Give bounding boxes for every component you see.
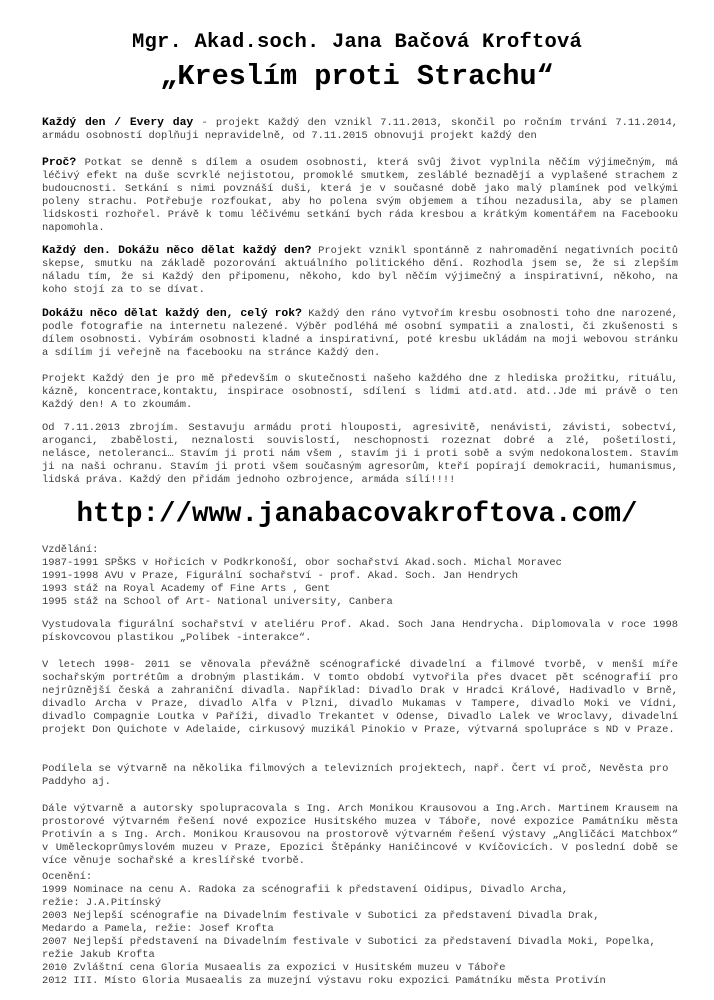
intro-paragraph	[42, 373, 678, 412]
author-name: Mgr. Akad.soch. Jana Bačová Kroftová	[131, 31, 583, 54]
intro-paragraph	[42, 422, 678, 487]
bio-paragraph: Vystudovala figurální sochařství v ateliéru Prof. Akad. Soch Jana Hendrycha. Diplomovala v roce 1998 pískovcovou plastikou „Polibek -interakce“.	[42, 619, 678, 644]
award-line: 2007 Nejlepší představení na Divadelním festivale v Subotici za představení Divadla Moki, Popelka,	[42, 936, 656, 948]
award-line: režie: J.A.Pitínský	[42, 897, 162, 909]
award-line: Medardo a Pamela, režie: Josef Krofta	[42, 923, 274, 935]
paragraph-lead: Každý den / Every day	[42, 117, 194, 129]
paragraph-text: Každý den ráno vytvořím kresbu osobnosti toho dne narozené, podle fotografie na internetu nalezené. Výběr podléhá mé osobní sympatii a znalosti, či zkušenosti s dílem osobnosti. Vybírám osobnosti kladné a inspirativní, poté kresbu ukládám na moji webovou stránku a sdílím ji veřejně na facebooku na stránce Každý den.	[42, 308, 679, 359]
intro-paragraph	[42, 245, 678, 297]
paragraph-lead: Proč?	[42, 157, 77, 169]
award-line: 2012 III. Místo Gloria Musaealis za muzejní výstavu roku expozici Památníku města Protivín	[42, 975, 606, 987]
bio-paragraph: Podílela se výtvarně na několika filmových a televizních projektech, např. Čert ví proč, Nevěsta pro Paddyho aj.	[42, 763, 669, 788]
website-url[interactable]: http://www.janabacovakroftova.com/	[76, 499, 638, 530]
education-heading: Vzdělání:	[42, 544, 99, 556]
education-line: 1987-1991 SPŠKS v Hořicích v Podkrkonoší, obor sochařství Akad.soch. Michal Moravec	[42, 557, 562, 569]
award-line: 2003 Nejlepší scénografie na Divadelním festivale v Subotici za představení Divadla Drak,	[42, 910, 600, 922]
education-line: 1991-1998 AVU v Praze, Figurální sochařství - prof. Akad. Soch. Jan Hendrych	[42, 570, 519, 582]
intro-paragraph	[42, 157, 678, 235]
intro-paragraph	[42, 117, 678, 143]
paragraph-lead: Každý den. Dokážu něco dělat každý den?	[42, 245, 312, 257]
award-line: 2010 Zvláštní cena Gloria Musaealis za expozici v Husitském muzeu v Táboře	[42, 962, 506, 974]
intro-paragraph	[42, 308, 678, 360]
award-line: režie Jakub Krofta	[42, 949, 155, 961]
paragraph-text: Projekt Každý den je pro mě především o skutečnosti našeho každého dne z hlediska prožitku, rituálu, kázně, koncentrace,kontaktu, inspirace osobností, sdílení s lidmi atd.atd. atd..Jde mi právě o ten Každý den! A to zkoumám.	[42, 373, 678, 411]
education-line: 1995 stáž na School of Art- National university, Canbera	[42, 596, 393, 608]
paragraph-text: Potkat se denně s dílem a osudem osobnosti, která svůj život vyplnila něčím výjimečným, má léčivý efekt na duše scvrklé nejistotou, promoklé smutkem, zesláblé beznadějí a vyplašené strachem z budoucnosti. Setkání s nimi povznáší duši, která je v současné době jako malý plamínek pod velkými poleny strachu. Potřebuje rozfoukat, aby ho polena svým objemem a tíhou nezadusila, aby se plamen lidskosti rozhořel. Právě k tomu léčivému setkání bych ráda kresbou a krátkým komentářem na Facebooku napomohla.	[42, 157, 678, 234]
education-section	[42, 544, 678, 609]
bio-paragraph: V letech 1998- 2011 se věnovala převážně scénografické divadelní a filmové tvorbě, v menší míře sochařským portrétům a drobným plastikám. V tomto období vytvořila přes dvacet pět scénografií pro nejrůznější česká a zahraniční divadla. Například: Divadlo Drak v Hradci Králové, Hadivadlo v Brně, divadlo Archa v Praze, divadlo Alfa v Plzni, divadlo Mukamas v Tampere, divadlo Moki ve Vídni, divadlo Compagnie Loutka v Paříži, divadlo Trekantet v Odense, Divadlo Lalek ve Wroclavy, divadelní projekt Don Quichote v Adelaide, cirkusový muzikál Pinokio v Praze, výtvarná spolupráce s ND v Praze.	[42, 659, 678, 736]
awards-heading: Ocenění:	[42, 871, 93, 883]
award-line: 1999 Nominace na cenu A. Radoka za scénografii k představení Oidipus, Divadlo Archa,	[42, 884, 569, 896]
education-line: 1993 stáž na Royal Academy of Fine Arts , Gent	[42, 583, 331, 595]
document-title: „Kreslím proti Strachu“	[160, 60, 554, 93]
paragraph-lead: Dokážu něco dělat každý den, celý rok?	[42, 308, 302, 320]
bio-paragraph: Dále výtvarně a autorsky spolupracovala s Ing. Arch Monikou Krausovou a Ing.Arch. Martinem Krausem na prostorové výtvarném řešení nové expozice Husitského muzea v Táboře, nové expozice Památníku města Protivín a s Ing. Arch. Monikou Krausovou na prostorově výtvarném řešení výstavy „Angličáci Matchbox“ v Uměleckoprůmyslovém muzeu v Praze, Epozici Štěpánky Haničincové v Kvíčovicích. V poslední době se více věnuje sochařské a kreslířské tvorbě.	[42, 803, 678, 867]
paragraph-text: Od 7.11.2013 zbrojím. Sestavuju armádu proti hlouposti, agresivitě, nenávisti, závisti, sobectví, aroganci, zbabělosti, neznalosti souvislostí, neschopnosti rozeznat dobré a zlé, pošetilosti, nelásce, netoleranci… Stavím ji proti nám všem , stavím ji i proti sobě a svým nedokonalostem. Stavím ji na naši ochranu. Stavím ji proti všem současným agresorům, kteří popírají demokracii, humanismus, lidská práva. Každý den přidám jednoho ozbrojence, armáda sílí!!!!	[42, 422, 678, 486]
paragraph-text: - projekt Každý den vznikl 7.11.2013, skončil po ročním trvání 7.11.2014, armádu osobností doplňuji nepravidelně, od 7.11.2015 obnovuji projekt každý den	[42, 117, 678, 142]
awards-section	[42, 871, 678, 988]
paragraph-text: Projekt vznikl spontánně z nahromadění negativních pocitů skepse, smutku na základě pozorování aktuálního politického dění. Rozhodla jsem se, že si zlepším náladu tím, že si Každý den připomenu, někoho, kdo byl něčím výjimečný a inspirativní, někoho, na koho stojí za to se dívat.	[42, 245, 678, 296]
